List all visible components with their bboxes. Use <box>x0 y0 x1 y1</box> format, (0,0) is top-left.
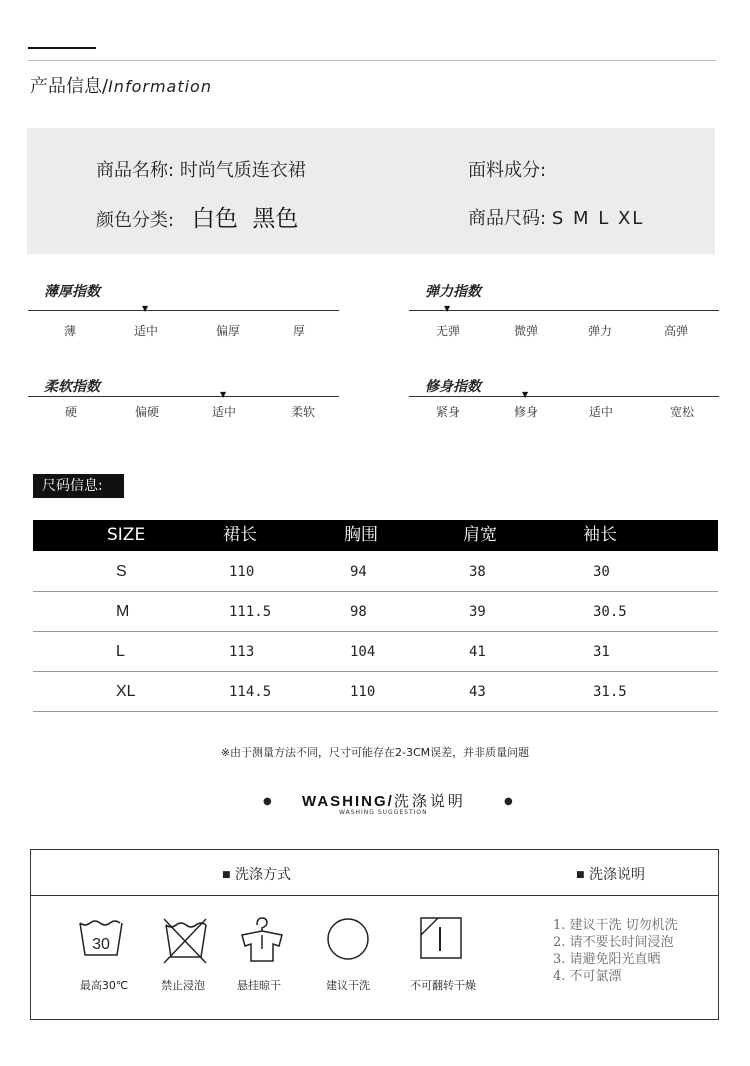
measurement-cell: 31.5 <box>593 684 627 700</box>
scale-option: 硬 <box>64 405 78 419</box>
scale-title: 柔软指数 <box>44 379 100 395</box>
washing-tips <box>553 917 678 985</box>
tip-item: 2. 请不要长时间浸泡 <box>553 935 674 950</box>
wash-method-header-text: 洗涤方式 <box>234 867 291 883</box>
scale-marker-icon: ▼ <box>522 390 529 399</box>
scale-option: 紧身 <box>435 405 461 419</box>
scale-option: 厚 <box>292 324 306 338</box>
decor-dot: ● <box>263 796 272 807</box>
wash-30-icon <box>76 915 126 965</box>
measurement-cell: 43 <box>469 684 486 700</box>
measurement-note: ※由于测量方法不同，尺寸可能存在2-3CM误差，并非质量问题 <box>220 746 530 759</box>
tip-item: 1. 建议干洗 切勿机洗 <box>553 918 678 933</box>
section-title-en: Information <box>108 77 212 96</box>
scale-option: 适中 <box>588 405 614 419</box>
measurement-cell: 110 <box>229 564 255 580</box>
washing-panel-divider <box>30 895 719 896</box>
table-row <box>33 632 718 672</box>
table-row <box>33 592 718 632</box>
product-name-label: 商品名称: <box>96 160 175 181</box>
header-accent-bar <box>28 47 96 49</box>
scale-option: 偏厚 <box>215 324 241 338</box>
scale-title: 修身指数 <box>425 379 481 395</box>
scale-line <box>409 310 719 311</box>
col-header-size: SIZE <box>107 525 146 545</box>
table-row <box>33 672 718 712</box>
hang-dry-label: 悬挂晾干 <box>237 979 281 992</box>
no-soak-label: 禁止浸泡 <box>161 979 205 992</box>
measurement-cell: 94 <box>350 564 367 580</box>
scale-line <box>409 396 719 397</box>
color-label: 颜色分类: <box>96 210 175 231</box>
no-tumble-dry-label: 不可翻转干燥 <box>410 979 476 992</box>
dry-clean-label: 建议干洗 <box>326 979 370 992</box>
tip-item: 3. 请避免阳光直晒 <box>553 952 661 967</box>
size-cell: S <box>116 563 127 580</box>
col-header-length: 裙长 <box>223 525 257 545</box>
hang-dry-icon <box>237 915 287 965</box>
material-row <box>468 156 546 182</box>
measurement-cell: 113 <box>229 644 255 660</box>
washing-title <box>302 790 466 811</box>
product-info-panel <box>27 128 715 254</box>
color-value: 白色 黑色 <box>191 206 299 232</box>
section-title-product-info <box>30 72 212 98</box>
size-cell: L <box>116 643 125 660</box>
measurement-cell: 114.5 <box>229 684 272 700</box>
scale-option: 薄 <box>63 324 77 338</box>
scale-option: 微弹 <box>513 324 539 338</box>
measurement-cell: 38 <box>469 564 486 580</box>
scale-option: 偏硬 <box>134 405 160 419</box>
scale-option: 无弹 <box>435 324 461 338</box>
size-value: S M L XL <box>551 208 645 229</box>
col-header-bust: 胸围 <box>344 525 378 545</box>
measurement-cell: 110 <box>350 684 376 700</box>
scale-marker-icon: ▼ <box>444 304 451 313</box>
scale-marker-icon: ▼ <box>220 390 227 399</box>
no-soak-icon <box>160 915 210 965</box>
scale-title: 薄厚指数 <box>44 284 100 300</box>
scale-option: 高弹 <box>663 324 689 338</box>
section-title-cn: 产品信息/ <box>30 76 109 97</box>
material-label: 面料成分: <box>468 160 547 181</box>
size-cell: M <box>116 603 130 620</box>
col-header-sleeve: 袖长 <box>583 525 617 545</box>
size-row <box>468 204 644 230</box>
wash-method-header <box>222 864 291 884</box>
product-name-value: 时尚气质连衣裙 <box>179 160 306 181</box>
col-header-shoulder: 肩宽 <box>463 525 497 545</box>
washing-subtitle: WASHING SUGGESTION <box>339 809 428 816</box>
tip-item: 4. 不可氯漂 <box>553 969 622 984</box>
measurement-cell: 98 <box>350 604 367 620</box>
product-name-row <box>96 156 306 182</box>
bullet-icon: ■ <box>576 870 585 880</box>
measurement-cell: 31 <box>593 644 610 660</box>
scale-option: 弹力 <box>587 324 613 338</box>
dry-clean-icon <box>323 915 373 965</box>
measurement-cell: 30 <box>593 564 610 580</box>
scale-option: 适中 <box>211 405 237 419</box>
washing-title-en: WASHING/ <box>302 793 394 810</box>
scale-option: 适中 <box>133 324 159 338</box>
no-tumble-dry-icon <box>416 915 466 965</box>
scale-marker-icon: ▼ <box>142 304 149 313</box>
scale-line <box>28 310 339 311</box>
size-info-label: 尺码信息: <box>33 474 124 498</box>
measurement-cell: 30.5 <box>593 604 627 620</box>
table-row <box>33 552 718 592</box>
measurement-cell: 41 <box>469 644 486 660</box>
scale-option: 柔软 <box>290 405 316 419</box>
measurement-cell: 111.5 <box>229 604 272 620</box>
scale-title: 弹力指数 <box>425 284 481 300</box>
washing-title-cn: 洗涤说明 <box>393 792 466 810</box>
header-divider <box>28 60 716 61</box>
measurement-cell: 104 <box>350 644 376 660</box>
color-row <box>96 200 298 233</box>
decor-dot: ● <box>504 796 513 807</box>
wash-30-label: 最高30℃ <box>79 979 129 992</box>
scale-line <box>28 396 339 397</box>
scale-option: 宽松 <box>669 405 695 419</box>
size-table-header <box>33 520 718 551</box>
wash-desc-header-text: 洗涤说明 <box>588 867 645 883</box>
size-cell: XL <box>116 683 136 700</box>
wash-desc-header <box>576 864 645 884</box>
bullet-icon: ■ <box>222 870 231 880</box>
measurement-cell: 39 <box>469 604 486 620</box>
svg-text:30: 30 <box>92 936 110 953</box>
scale-option: 修身 <box>513 405 539 419</box>
size-label-text: 商品尺码: <box>468 208 547 229</box>
